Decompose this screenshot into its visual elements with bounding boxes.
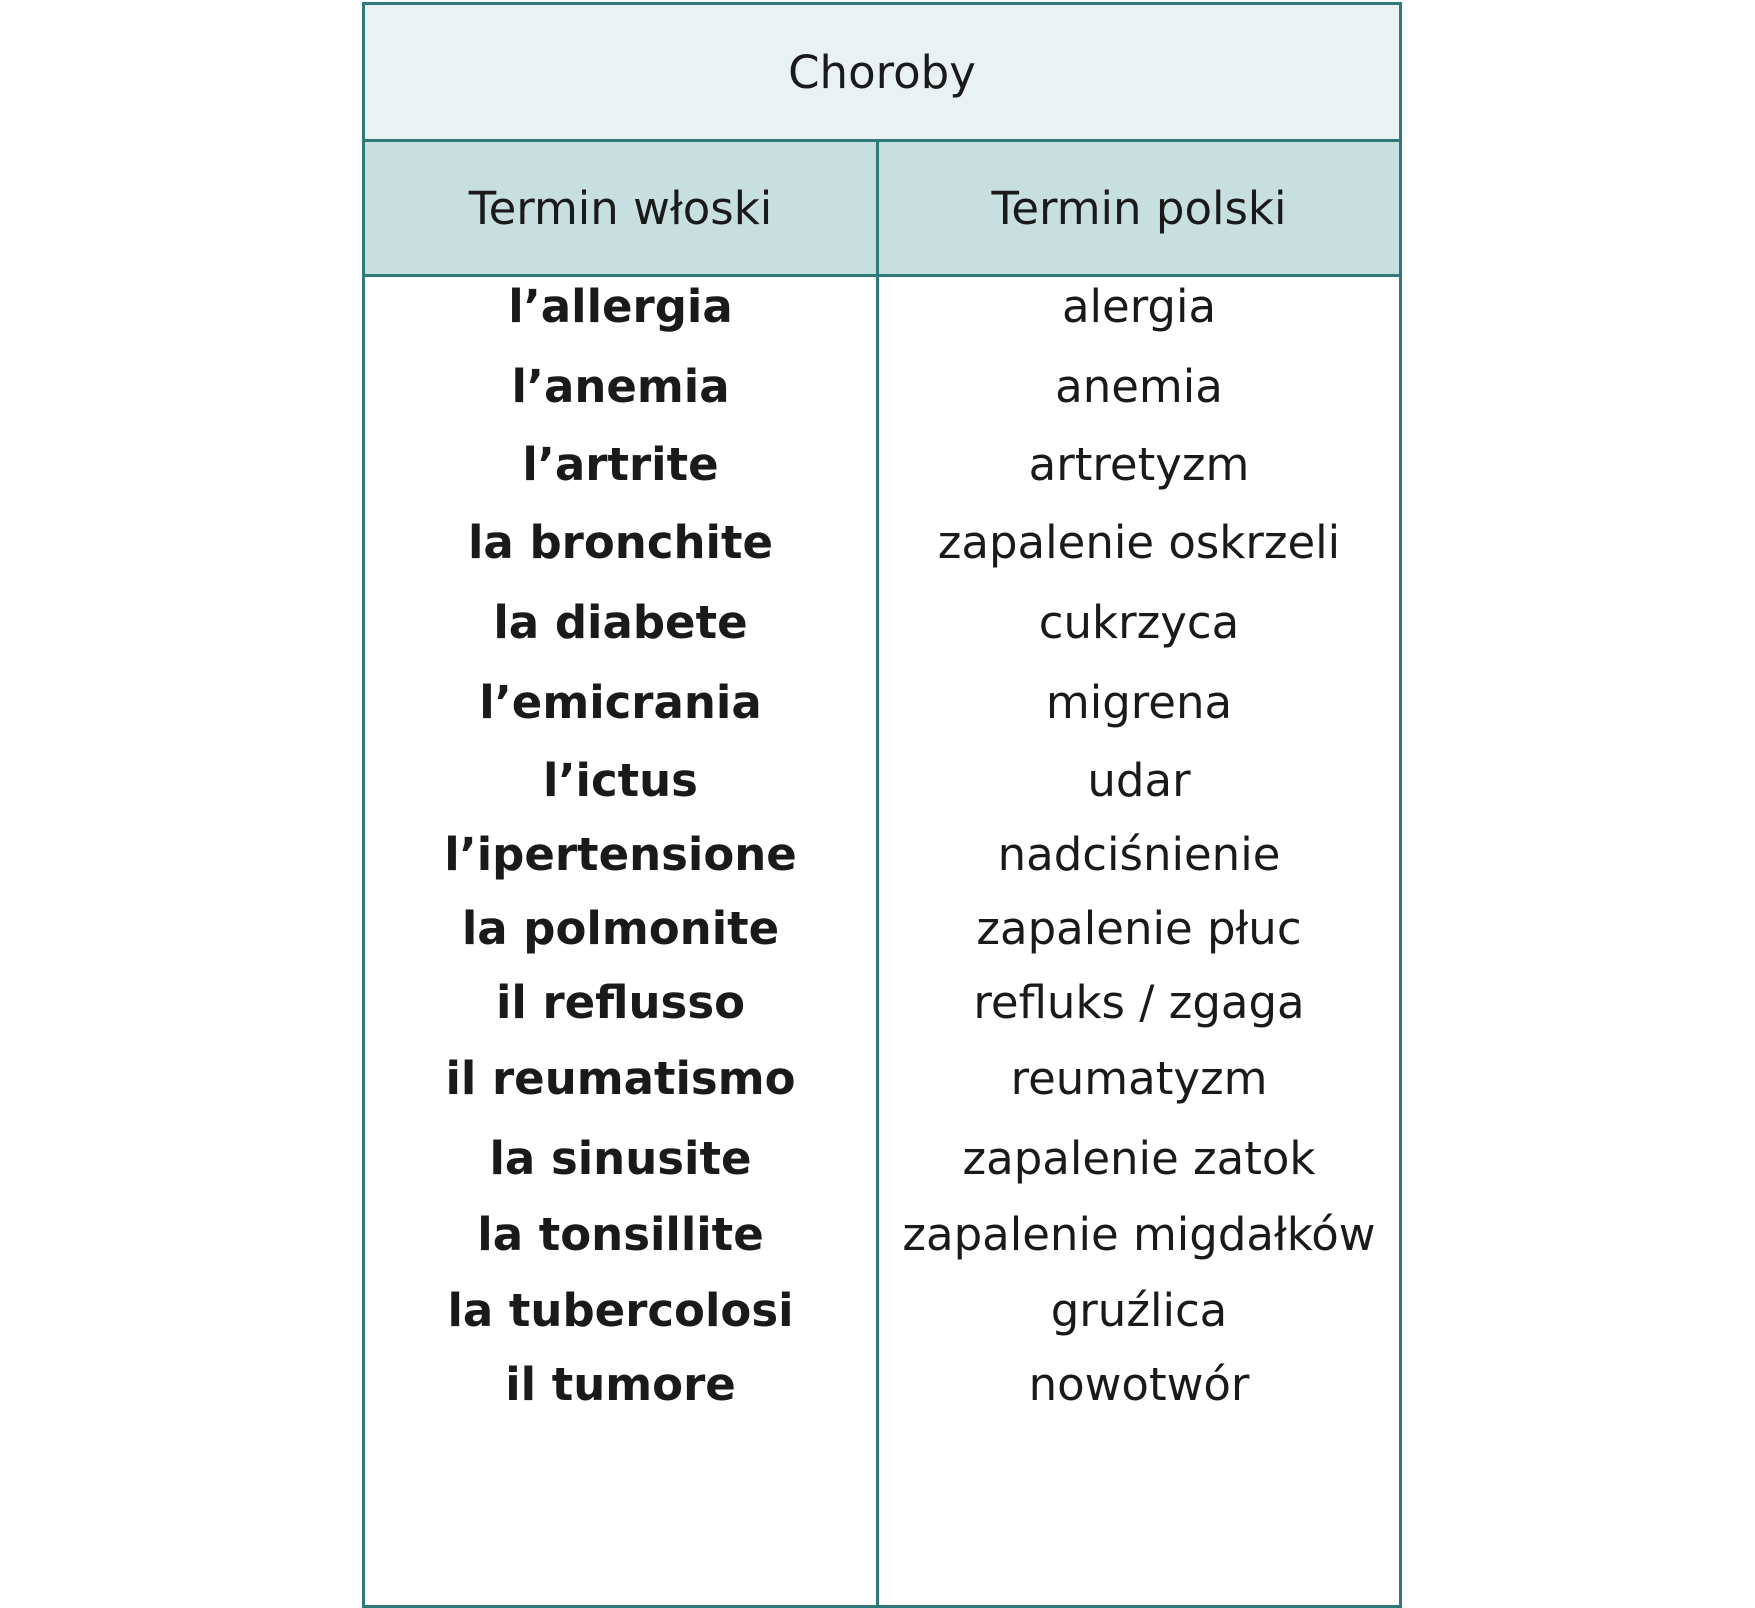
header-italian-term: Termin włoski [365,142,879,274]
polish-term: anemia [1055,360,1223,413]
italian-term: la diabete [493,596,748,649]
table-header-row [365,142,1399,277]
italian-column [365,277,879,1605]
polish-term: refluks / zgaga [973,976,1305,1029]
italian-term: la polmonite [461,902,780,955]
italian-term: l’emicrania [479,676,762,729]
diseases-table [362,2,1402,1608]
polish-term: zapalenie zatok [962,1132,1316,1185]
polish-term: zapalenie płuc [976,902,1302,955]
italian-term: l’ictus [543,754,698,807]
italian-term: il reflusso [495,976,746,1029]
italian-term: l’artrite [522,438,719,491]
polish-term: artretyzm [1028,438,1250,491]
polish-term: nadciśnienie [997,828,1281,881]
polish-term: migrena [1045,676,1233,729]
table-title: Choroby [365,5,1399,142]
italian-term: il tumore [505,1358,736,1411]
polish-term: zapalenie migdałków [902,1208,1376,1261]
polish-term: alergia [1061,280,1217,333]
italian-term: l’ipertensione [444,828,797,881]
polish-term: nowotwór [1028,1358,1250,1411]
italian-term: la sinusite [489,1132,752,1185]
italian-term: l’allergia [508,280,733,333]
polish-term: zapalenie oskrzeli [937,516,1341,569]
italian-term: la tubercolosi [447,1284,794,1337]
polish-column [879,277,1399,1605]
italian-term: la tonsillite [477,1208,764,1261]
polish-term: udar [1087,754,1191,807]
italian-term: il reumatismo [445,1052,796,1105]
polish-term: gruźlica [1050,1284,1228,1337]
polish-term: cukrzyca [1038,596,1240,649]
table-body [365,277,1399,1605]
italian-term: l’anemia [511,360,730,413]
header-polish-term: Termin polski [991,181,1287,235]
polish-term: reumatyzm [1010,1052,1268,1105]
italian-term: la bronchite [468,516,773,569]
